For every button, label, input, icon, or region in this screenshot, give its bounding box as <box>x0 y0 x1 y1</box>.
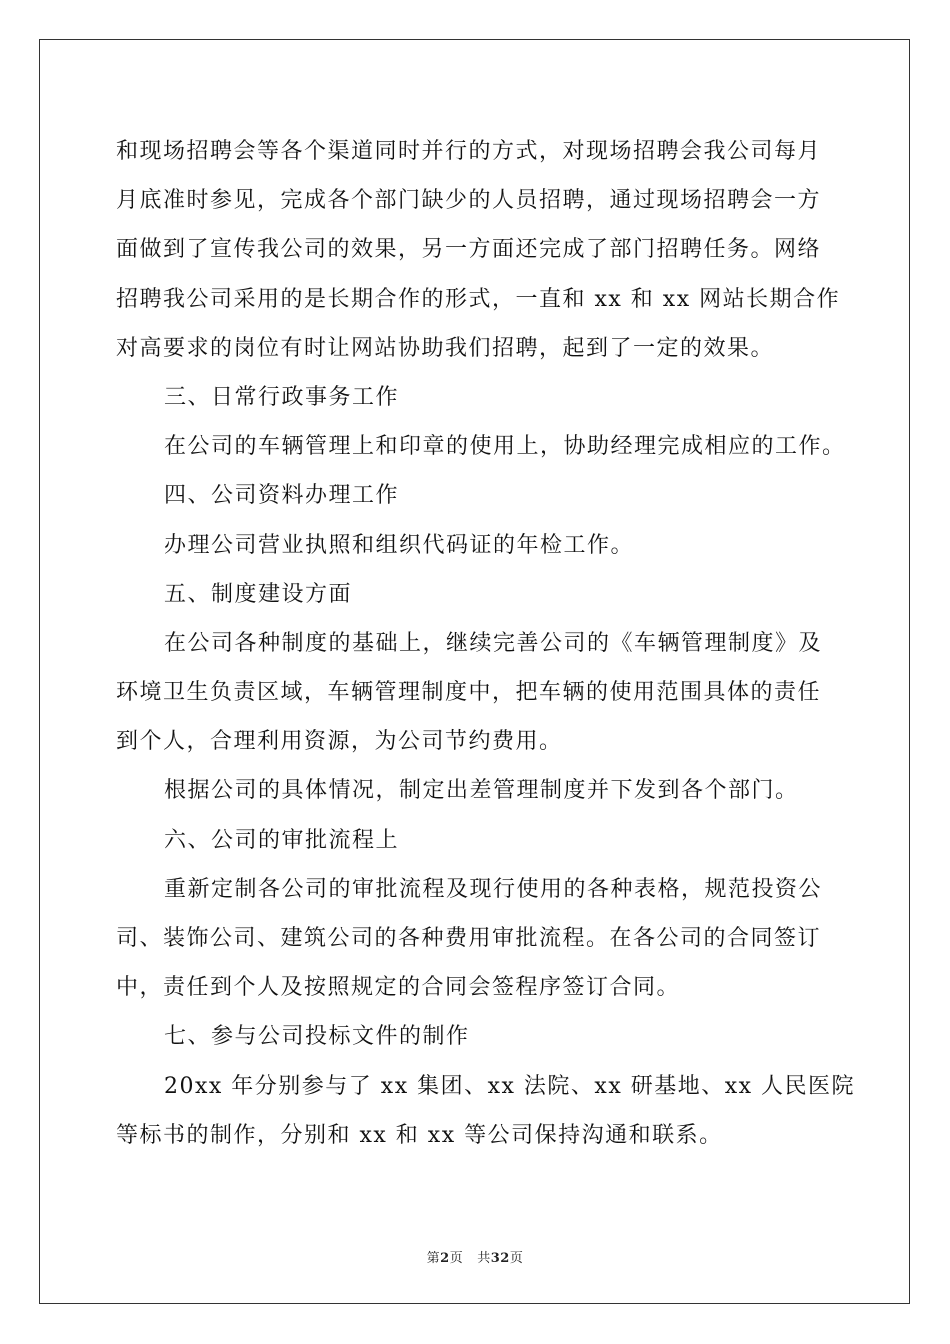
page-suffix: 页 <box>449 1251 464 1266</box>
page-prefix: 第 <box>426 1251 441 1266</box>
text-line-12: 环境卫生负责区域，车辆管理制度中，把车辆的使用范围具体的责任 <box>116 680 822 706</box>
text-line-1: 和现场招聘会等各个渠道同时并行的方式，对现场招聘会我公司每月 <box>116 139 822 164</box>
page-footer <box>0 1247 950 1266</box>
text-line-11: 在公司各种制度的基础上，继续完善公司的《车辆管理制度》及 <box>164 630 823 656</box>
section-heading-6: 六、公司的审批流程上 <box>164 827 400 853</box>
text-line-9: 办理公司营业执照和组织代码证的年检工作。 <box>164 532 635 558</box>
section-heading-4: 四、公司资料办理工作 <box>164 483 400 509</box>
text-line-13: 到个人，合理利用资源，为公司节约费用。 <box>116 729 563 755</box>
total-prefix: 共 <box>477 1251 491 1266</box>
page-number: 2 <box>440 1251 450 1266</box>
text-line-14: 根据公司的具体情况，制定出差管理制度并下发到各个部门。 <box>164 778 799 804</box>
text-line-5: 对高要求的岗位有时让网站协助我们招聘，起到了一定的效果。 <box>116 335 775 361</box>
text-line-20: 20xx 年分别参与了 xx 集团、xx 法院、xx 研基地、xx 人民医院 <box>164 1073 856 1099</box>
text-line-7: 在公司的车辆管理上和印章的使用上，协助经理完成相应的工作。 <box>164 434 846 460</box>
document-body <box>116 127 856 1160</box>
section-heading-5: 五、制度建设方面 <box>164 581 353 607</box>
section-heading-7: 七、参与公司投标文件的制作 <box>164 1024 470 1050</box>
text-line-4: 招聘我公司采用的是长期合作的形式，一直和 xx 和 xx 网站长期合作 <box>116 286 841 312</box>
total-pages: 32 <box>490 1251 510 1266</box>
text-line-18: 中，责任到个人及按照规定的合同会签程序签订合同。 <box>116 975 681 1001</box>
text-line-2: 月底准时参见，完成各个部门缺少的人员招聘，通过现场招聘会一方 <box>116 188 822 214</box>
text-line-17: 司、装饰公司、建筑公司的各种费用审批流程。在各公司的合同签订 <box>116 926 822 951</box>
section-heading-3: 三、日常行政事务工作 <box>164 384 400 410</box>
total-suffix: 页 <box>509 1251 524 1266</box>
text-line-21: 等标书的制作，分别和 xx 和 xx 等公司保持沟通和联系。 <box>116 1122 723 1148</box>
text-line-16: 重新定制各公司的审批流程及现行使用的各种表格，规范投资公 <box>164 876 823 902</box>
text-line-3: 面做到了宣传我公司的效果，另一方面还完成了部门招聘任务。网络 <box>116 237 822 263</box>
